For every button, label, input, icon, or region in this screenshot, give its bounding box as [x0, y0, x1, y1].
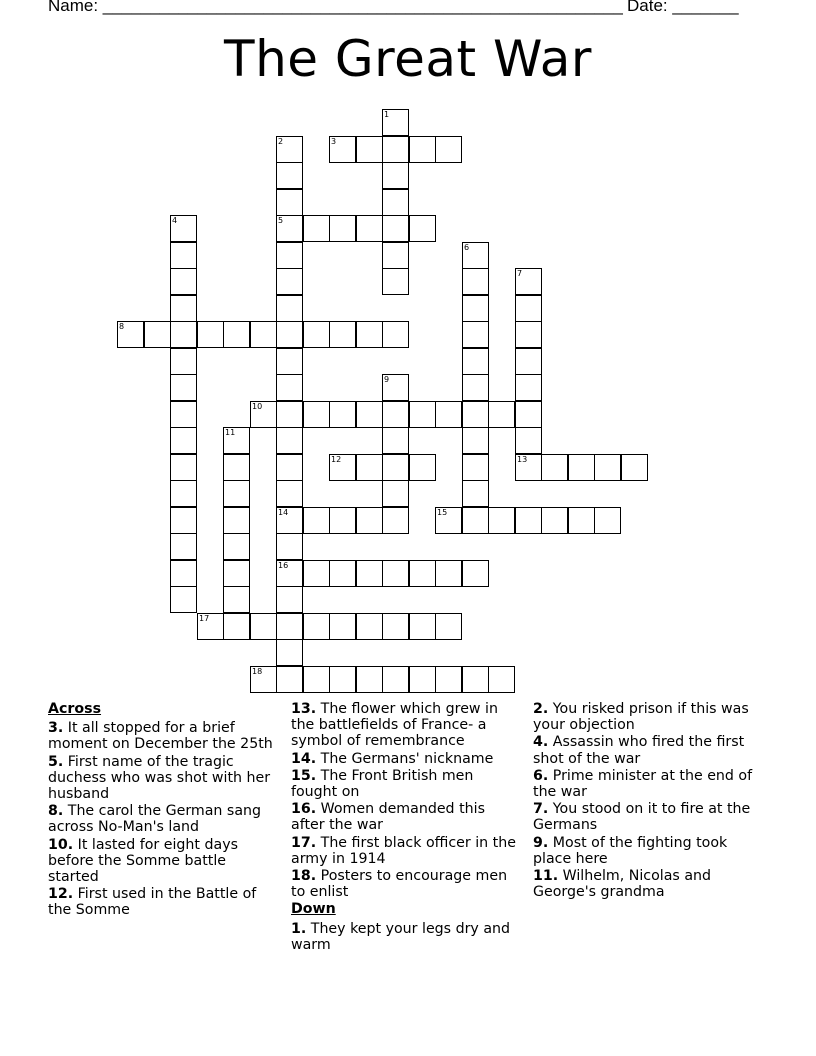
crossword-cell[interactable] [382, 480, 409, 507]
crossword-cell[interactable] [250, 666, 277, 693]
crossword-cell[interactable] [276, 162, 303, 189]
crossword-cell[interactable] [356, 560, 383, 587]
crossword-cell[interactable] [435, 507, 462, 534]
crossword-cell[interactable] [409, 215, 436, 242]
crossword-cell[interactable] [515, 427, 542, 454]
crossword-cell[interactable] [276, 666, 303, 693]
crossword-cell[interactable] [276, 321, 303, 348]
crossword-cell[interactable] [303, 321, 330, 348]
crossword-cell[interactable] [329, 507, 356, 534]
crossword-cell[interactable] [329, 136, 356, 163]
clue-number: 16 [278, 561, 289, 570]
crossword-cell[interactable] [462, 480, 489, 507]
clues-column-1 [48, 701, 280, 920]
crossword-cell[interactable] [462, 295, 489, 322]
crossword-cell[interactable] [382, 507, 409, 534]
crossword-cell[interactable] [409, 613, 436, 640]
clue-number: 9 [384, 375, 390, 384]
clue-number: 7 [517, 269, 523, 278]
crossword-cell[interactable] [170, 374, 197, 401]
crossword-cell[interactable] [409, 401, 436, 428]
crossword-cell[interactable] [170, 321, 197, 348]
crossword-cell[interactable] [276, 586, 303, 613]
crossword-cell[interactable] [568, 507, 595, 534]
crossword-cell[interactable] [170, 560, 197, 587]
clues-column-3 [533, 701, 765, 901]
crossword-cell[interactable] [276, 507, 303, 534]
clue-number: 10 [252, 402, 263, 411]
clue-number: 18 [252, 667, 263, 676]
crossword-cell[interactable] [276, 189, 303, 216]
crossword-cell[interactable] [462, 454, 489, 481]
crossword-cell[interactable] [276, 215, 303, 242]
crossword-cell[interactable] [462, 242, 489, 269]
crossword-cell[interactable] [409, 136, 436, 163]
crossword-cell[interactable] [409, 666, 436, 693]
crossword-cell[interactable] [329, 454, 356, 481]
crossword-cell[interactable] [276, 295, 303, 322]
crossword-cell[interactable] [594, 507, 621, 534]
clue-number: 13 [517, 455, 528, 464]
crossword-cell[interactable] [462, 401, 489, 428]
crossword-cell[interactable] [435, 401, 462, 428]
clue-across-17: 17. The first black officer in the army in 1914 [291, 834, 516, 867]
crossword-cell[interactable] [223, 533, 250, 560]
clue-across-12: 12. First used in the Battle of the Somme [48, 886, 257, 919]
crossword-cell[interactable] [303, 215, 330, 242]
crossword-cell[interactable] [356, 613, 383, 640]
clue-across-14: 14. The Germans' nickname [291, 750, 494, 767]
clue-number: 14 [278, 508, 289, 517]
crossword-cell[interactable] [382, 427, 409, 454]
clue-number: 8 [119, 322, 125, 331]
crossword-cell[interactable] [197, 321, 224, 348]
crossword-cell[interactable] [382, 215, 409, 242]
crossword-cell[interactable] [170, 454, 197, 481]
crossword-cell[interactable] [488, 507, 515, 534]
crossword-cell[interactable] [515, 507, 542, 534]
clue-across-13: 13. The flower which grew in the battlefields of France- a symbol of remembrance [291, 701, 498, 750]
crossword-cell[interactable] [356, 454, 383, 481]
name-field[interactable]: Name: _______________________________________________________ [48, 0, 623, 15]
crossword-cell[interactable] [488, 666, 515, 693]
clue-across-10: 10. It lasted for eight days before the Somme battle started [48, 836, 238, 886]
crossword-cell[interactable] [276, 480, 303, 507]
clue-down-4: 4. Assassin who fired the first shot of the war [533, 734, 745, 767]
crossword-cell[interactable] [144, 321, 171, 348]
crossword-cell[interactable] [276, 268, 303, 295]
crossword-cell[interactable] [223, 613, 250, 640]
crossword-cell[interactable] [276, 613, 303, 640]
clues-column-2 [291, 701, 523, 954]
crossword-cell[interactable] [382, 454, 409, 481]
crossword-cell[interactable] [303, 507, 330, 534]
crossword-cell[interactable] [170, 215, 197, 242]
crossword-cell[interactable] [197, 613, 224, 640]
crossword-cell[interactable] [462, 427, 489, 454]
crossword-cell[interactable] [356, 666, 383, 693]
clue-across-15: 15. The Front British men fought on [291, 767, 474, 801]
crossword-cell[interactable] [329, 613, 356, 640]
crossword-cell[interactable] [223, 454, 250, 481]
crossword-cell[interactable] [223, 507, 250, 534]
crossword-cell[interactable] [303, 613, 330, 640]
crossword-cell[interactable] [462, 560, 489, 587]
crossword-cell[interactable] [515, 295, 542, 322]
crossword-cell[interactable] [303, 560, 330, 587]
clue-number: 4 [172, 216, 178, 225]
crossword-cell[interactable] [409, 560, 436, 587]
crossword-cell[interactable] [382, 268, 409, 295]
crossword-cell[interactable] [462, 374, 489, 401]
crossword-cell[interactable] [170, 480, 197, 507]
crossword-cell[interactable] [382, 560, 409, 587]
crossword-cell[interactable] [409, 454, 436, 481]
crossword-cell[interactable] [435, 666, 462, 693]
crossword-cell[interactable] [170, 268, 197, 295]
crossword-cell[interactable] [329, 560, 356, 587]
clue-number: 17 [199, 614, 210, 623]
crossword-cell[interactable] [515, 348, 542, 375]
clue-number: 15 [437, 508, 448, 517]
crossword-cell[interactable] [329, 215, 356, 242]
crossword-cell[interactable] [462, 507, 489, 534]
crossword-cell[interactable] [382, 321, 409, 348]
crossword-cell[interactable] [568, 454, 595, 481]
crossword-cell[interactable] [515, 454, 542, 481]
crossword-cell[interactable] [276, 374, 303, 401]
crossword-cell[interactable] [329, 401, 356, 428]
crossword-cell[interactable] [356, 321, 383, 348]
crossword-cell[interactable] [515, 401, 542, 428]
crossword-cell[interactable] [303, 401, 330, 428]
crossword-cell[interactable] [435, 136, 462, 163]
crossword-cell[interactable] [329, 666, 356, 693]
crossword-cell[interactable] [276, 136, 303, 163]
clue-number: 5 [278, 216, 284, 225]
clue-number: 6 [464, 243, 470, 252]
crossword-cell[interactable] [170, 507, 197, 534]
crossword-cell[interactable] [594, 454, 621, 481]
crossword-cell[interactable] [515, 268, 542, 295]
crossword-cell[interactable] [276, 348, 303, 375]
crossword-cell[interactable] [170, 295, 197, 322]
clue-across-8: 8. The carol the German sang across No-Man's land [48, 803, 262, 836]
crossword-cell[interactable] [170, 401, 197, 428]
crossword-cell[interactable] [382, 401, 409, 428]
crossword-cell[interactable] [462, 348, 489, 375]
clue-down-7: 7. You stood on it to fire at the Germans [533, 801, 751, 834]
crossword-cell[interactable] [488, 401, 515, 428]
crossword-cell[interactable] [382, 613, 409, 640]
crossword-cell[interactable] [356, 401, 383, 428]
crossword-cell[interactable] [276, 639, 303, 666]
crossword-cell[interactable] [382, 242, 409, 269]
crossword-cell[interactable] [515, 321, 542, 348]
crossword-cell[interactable] [541, 454, 568, 481]
crossword-cell[interactable] [621, 454, 648, 481]
clue-across-16: 16. Women demanded this after the war [291, 801, 485, 834]
clue-down-2: 2. You risked prison if this was your objection [533, 701, 749, 734]
crossword-cell[interactable] [223, 560, 250, 587]
crossword-cell[interactable] [435, 613, 462, 640]
clue-across-5: 5. First name of the tragic duchess who was shot with her husband [48, 753, 271, 803]
clue-across-18: 18. Posters to encourage men to enlist [291, 868, 508, 901]
crossword-cell[interactable] [170, 348, 197, 375]
clue-number: 2 [278, 137, 284, 146]
clue-down-6: 6. Prime minister at the end of the war [533, 767, 753, 801]
crossword-cell[interactable] [250, 401, 277, 428]
crossword-cell[interactable] [303, 666, 330, 693]
crossword-cell[interactable] [276, 533, 303, 560]
crossword-cell[interactable] [276, 427, 303, 454]
crossword-cell[interactable] [250, 613, 277, 640]
crossword-cell[interactable] [276, 560, 303, 587]
crossword-cell[interactable] [356, 507, 383, 534]
crossword-cell[interactable] [276, 242, 303, 269]
crossword-cell[interactable] [462, 666, 489, 693]
crossword-cell[interactable] [223, 586, 250, 613]
clue-number: 12 [331, 455, 342, 464]
crossword-cell[interactable] [356, 215, 383, 242]
clue-down-1: 1. They kept your legs dry and warm [291, 920, 511, 953]
crossword-cell[interactable] [170, 586, 197, 613]
crossword-cell[interactable] [462, 268, 489, 295]
crossword-cell[interactable] [223, 480, 250, 507]
crossword-cell[interactable] [117, 321, 144, 348]
crossword-cell[interactable] [250, 321, 277, 348]
crossword-cell[interactable] [170, 533, 197, 560]
down-heading: Down [291, 901, 336, 918]
crossword-cell[interactable] [382, 136, 409, 163]
clue-down-9: 9. Most of the fighting took place here [533, 834, 728, 867]
crossword-cell[interactable] [435, 560, 462, 587]
crossword-cell[interactable] [276, 454, 303, 481]
crossword-cell[interactable] [382, 666, 409, 693]
clue-down-11: 11. Wilhelm, Nicolas and George's grandma [533, 868, 712, 901]
crossword-cell[interactable] [382, 374, 409, 401]
crossword-cell[interactable] [382, 162, 409, 189]
crossword-cell[interactable] [276, 401, 303, 428]
across-heading: Across [48, 701, 102, 717]
crossword-cell[interactable] [170, 242, 197, 269]
clue-number: 3 [331, 137, 337, 146]
crossword-cell[interactable] [382, 109, 409, 136]
crossword-cell[interactable] [541, 507, 568, 534]
crossword-cell[interactable] [462, 321, 489, 348]
clue-across-3: 3. It all stopped for a brief moment on December the 25th [48, 720, 273, 753]
crossword-cell[interactable] [329, 321, 356, 348]
crossword-cell[interactable] [382, 189, 409, 216]
crossword-cell[interactable] [223, 321, 250, 348]
clue-number: 1 [384, 110, 390, 119]
date-field[interactable]: Date: _______ [627, 0, 739, 15]
crossword-cell[interactable] [223, 427, 250, 454]
crossword-cell[interactable] [356, 136, 383, 163]
crossword-cell[interactable] [170, 427, 197, 454]
crossword-cell[interactable] [515, 374, 542, 401]
clue-number: 11 [225, 428, 236, 437]
puzzle-title: The Great War [224, 30, 592, 88]
